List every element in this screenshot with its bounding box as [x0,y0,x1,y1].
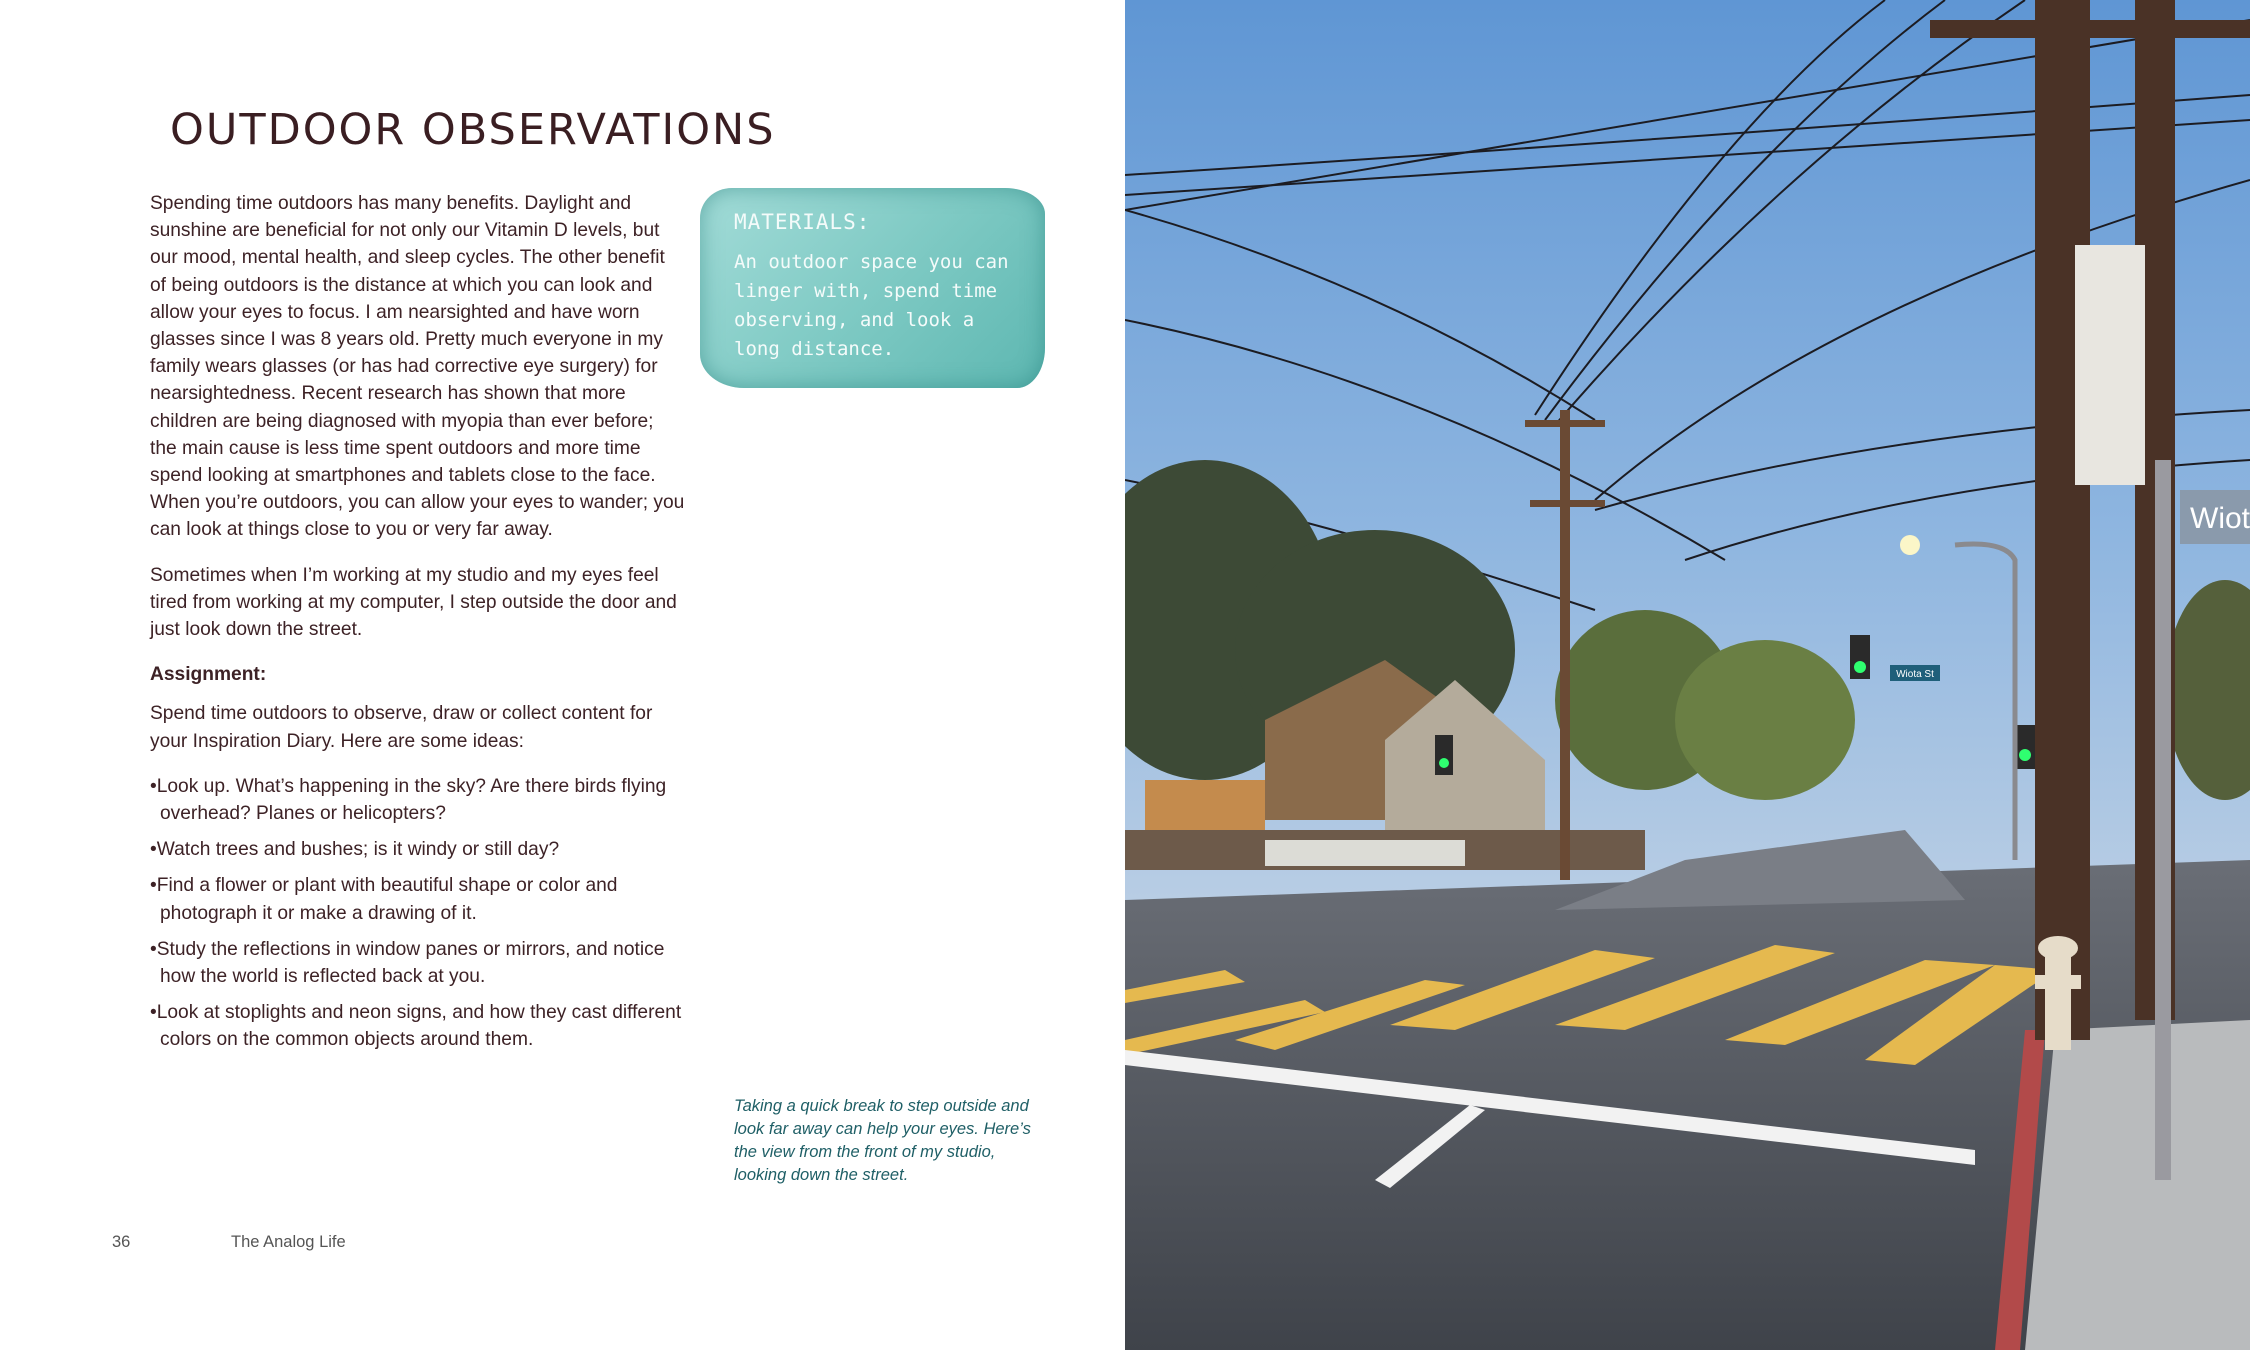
list-item: • Watch trees and bushes; is it windy or still day? [150,836,685,863]
materials-text: An outdoor space you can linger with, spend time observing, and look a long distance. [734,251,1009,360]
traffic-light-3 [1435,735,1453,775]
street-photo [1125,0,2250,1350]
street-sign-large-text: Wiot [2190,502,2250,535]
sign-post [2155,460,2171,1180]
intro-paragraph: Spending time outdoors has many benefits. Daylight and sunshine are beneficial for not only our Vitamin D levels, but our mood, mental health, and sleep cycles. The other benefit of being outdoors is the distance at which you can look and allow your eyes to focus. I am nearsighted and have worn glasses since I was 8 years old. Pretty much everyone in my family wears glasses (or has had corrective eye surgery) for nearsightedness. Recent research has shown that more children are being diagnosed with myopia than ever before; the main cause is less time spent outdoors and more time spend looking at smartphones and tablets close to the face. When you’re outdoors, you can allow your eyes to wander; you can look at things close to you or very far away. [150,193,685,541]
street-sign-small-text: Wiota St [1896,669,1934,680]
traffic-light-1 [1850,635,1870,679]
traffic-light-2 [2015,725,2035,769]
ideas-list [150,773,685,1054]
page-title: OUTDOOR OBSERVATIONS [170,105,776,155]
street-sign-small [1890,665,1940,681]
list-item: • Find a flower or plant with beautiful shape or color and photograph it or make a drawing of it. [150,872,685,926]
page-number: 36 [112,1233,131,1251]
book-title: The Analog Life [231,1233,346,1251]
materials-box [700,188,1045,388]
materials-heading: MATERIALS: [734,210,871,234]
photo-caption: Taking a quick break to step outside and look far away can help your eyes. Here’s the view from the front of my studio, looking down the street. [734,1097,1031,1184]
assignment-heading: Assignment: [150,664,267,686]
list-item: • Study the reflections in window panes or mirrors, and notice how the world is reflected back at you. [150,936,685,990]
sign-back [2075,245,2145,485]
fence-white [1265,840,1465,866]
street-lamp-light [1900,535,1920,555]
studio-paragraph: Sometimes when I’m working at my studio and my eyes feel tired from working at my computer, I step outside the door and just look down the street. [150,564,677,641]
list-item: • Look up. What’s happening in the sky? Are there birds flying overhead? Planes or helicopters? [150,773,685,827]
sidewalk [2025,1020,2250,1350]
assignment-intro: Spend time outdoors to observe, draw or collect content for your Inspiration Diary. Here are some ideas: [150,703,653,752]
list-item: • Look at stoplights and neon signs, and how they cast different colors on the common objects around them. [150,999,685,1053]
body-text [150,190,685,1063]
street-sign-large [2180,490,2250,544]
